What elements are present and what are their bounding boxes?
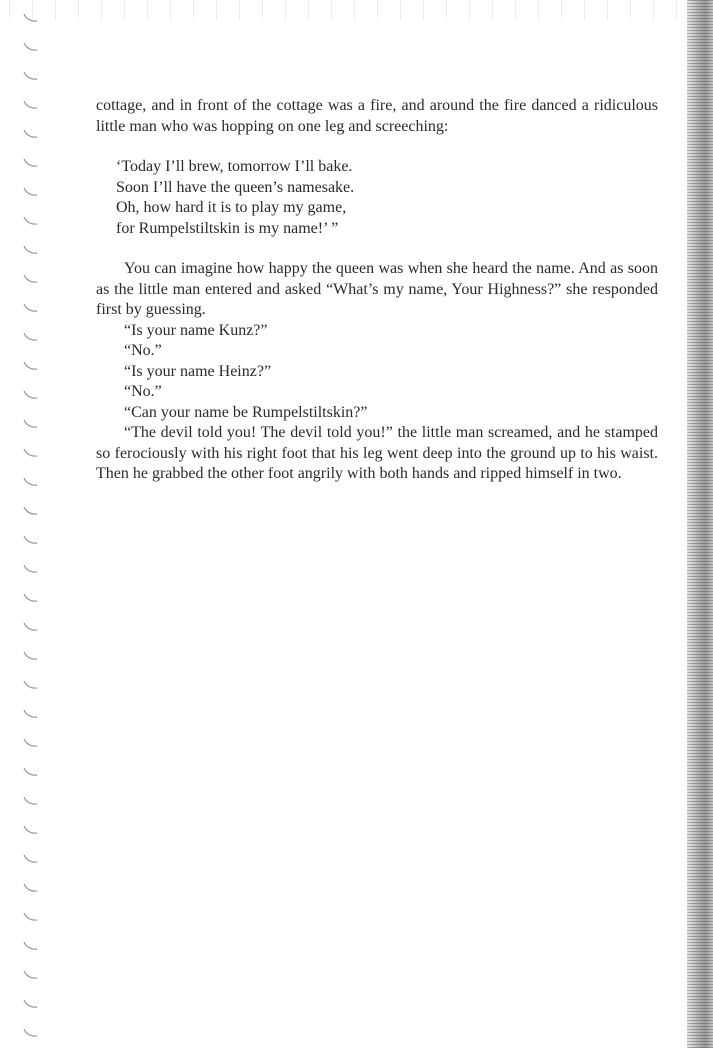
binding-hole-mark	[24, 826, 37, 833]
binding-hole-mark	[24, 391, 37, 398]
binding-hole-mark	[24, 594, 37, 601]
binding-hole-mark	[24, 362, 37, 369]
binding-hole-mark	[24, 130, 37, 137]
verse-line: Oh, how hard it is to play my game,	[116, 199, 347, 216]
binding-hole-mark	[24, 14, 37, 21]
story-text	[96, 96, 658, 485]
dialog-line: “No.”	[124, 342, 162, 359]
binding-hole-mark	[24, 884, 37, 891]
verse-line: Soon I’ll have the queen’s namesake.	[116, 178, 355, 196]
dialog-line: “Is your name Heinz?”	[124, 362, 272, 380]
verse-block	[96, 157, 658, 239]
verse-line: for Rumpelstiltskin is my name!’ ”	[116, 219, 339, 237]
binding-hole-mark	[24, 449, 37, 456]
binding-hole-mark	[24, 710, 37, 717]
binding-hole-mark	[24, 72, 37, 79]
paragraph-devil: “The devil told you! The devil told you!” the little man screamed, and he stamped so ferociously with his right foot that his leg went deep into the ground up to his waist. Then he grabbed the other foot angrily with both hands and ripped himself in two.	[96, 424, 658, 482]
binding-hole-mark	[24, 159, 37, 166]
binding-hole-mark	[24, 536, 37, 543]
paragraph-queen: You can imagine how happy the queen was when she heard the name. And as soon as the little man entered and asked “What’s my name, Your Highness?” she responded first by guessing.	[96, 260, 658, 318]
binding-hole-mark	[24, 246, 37, 253]
binding-hole-mark	[24, 739, 37, 746]
binding-hole-mark	[24, 217, 37, 224]
binding-hole-mark	[24, 652, 37, 659]
binding-hole-mark	[24, 507, 37, 514]
scan-top-edge	[0, 0, 713, 20]
binding-hole-mark	[24, 101, 37, 108]
binding-hole-mark	[24, 275, 37, 282]
binding-hole-mark	[24, 623, 37, 630]
binding-hole-mark	[24, 942, 37, 949]
binding-hole-mark	[24, 420, 37, 427]
binding-hole-mark	[24, 333, 37, 340]
scan-right-edge	[687, 0, 713, 1048]
binding-hole-mark	[24, 768, 37, 775]
binding-hole-marks	[0, 0, 50, 1048]
dialog-line: “No.”	[124, 383, 162, 400]
dialog-line: “Is your name Kunz?”	[124, 321, 268, 339]
binding-hole-mark	[24, 855, 37, 862]
binding-hole-mark	[24, 565, 37, 572]
binding-hole-mark	[24, 797, 37, 804]
binding-hole-mark	[24, 478, 37, 485]
verse-line: ‘Today I’ll brew, tomorrow I’ll bake.	[116, 158, 353, 175]
binding-hole-mark	[24, 971, 37, 978]
binding-hole-mark	[24, 1029, 37, 1036]
binding-hole-mark	[24, 188, 37, 195]
dialog-line: “Can your name be Rumpelstiltskin?”	[124, 403, 368, 421]
binding-hole-mark	[24, 43, 37, 50]
binding-hole-mark	[24, 681, 37, 688]
binding-hole-mark	[24, 304, 37, 311]
binding-hole-mark	[24, 1000, 37, 1007]
paragraph-cottage: cottage, and in front of the cottage was a fire, and around the fire danced a ridiculous little man who was hopping on one leg and screeching:	[96, 97, 658, 135]
binding-hole-mark	[24, 913, 37, 920]
